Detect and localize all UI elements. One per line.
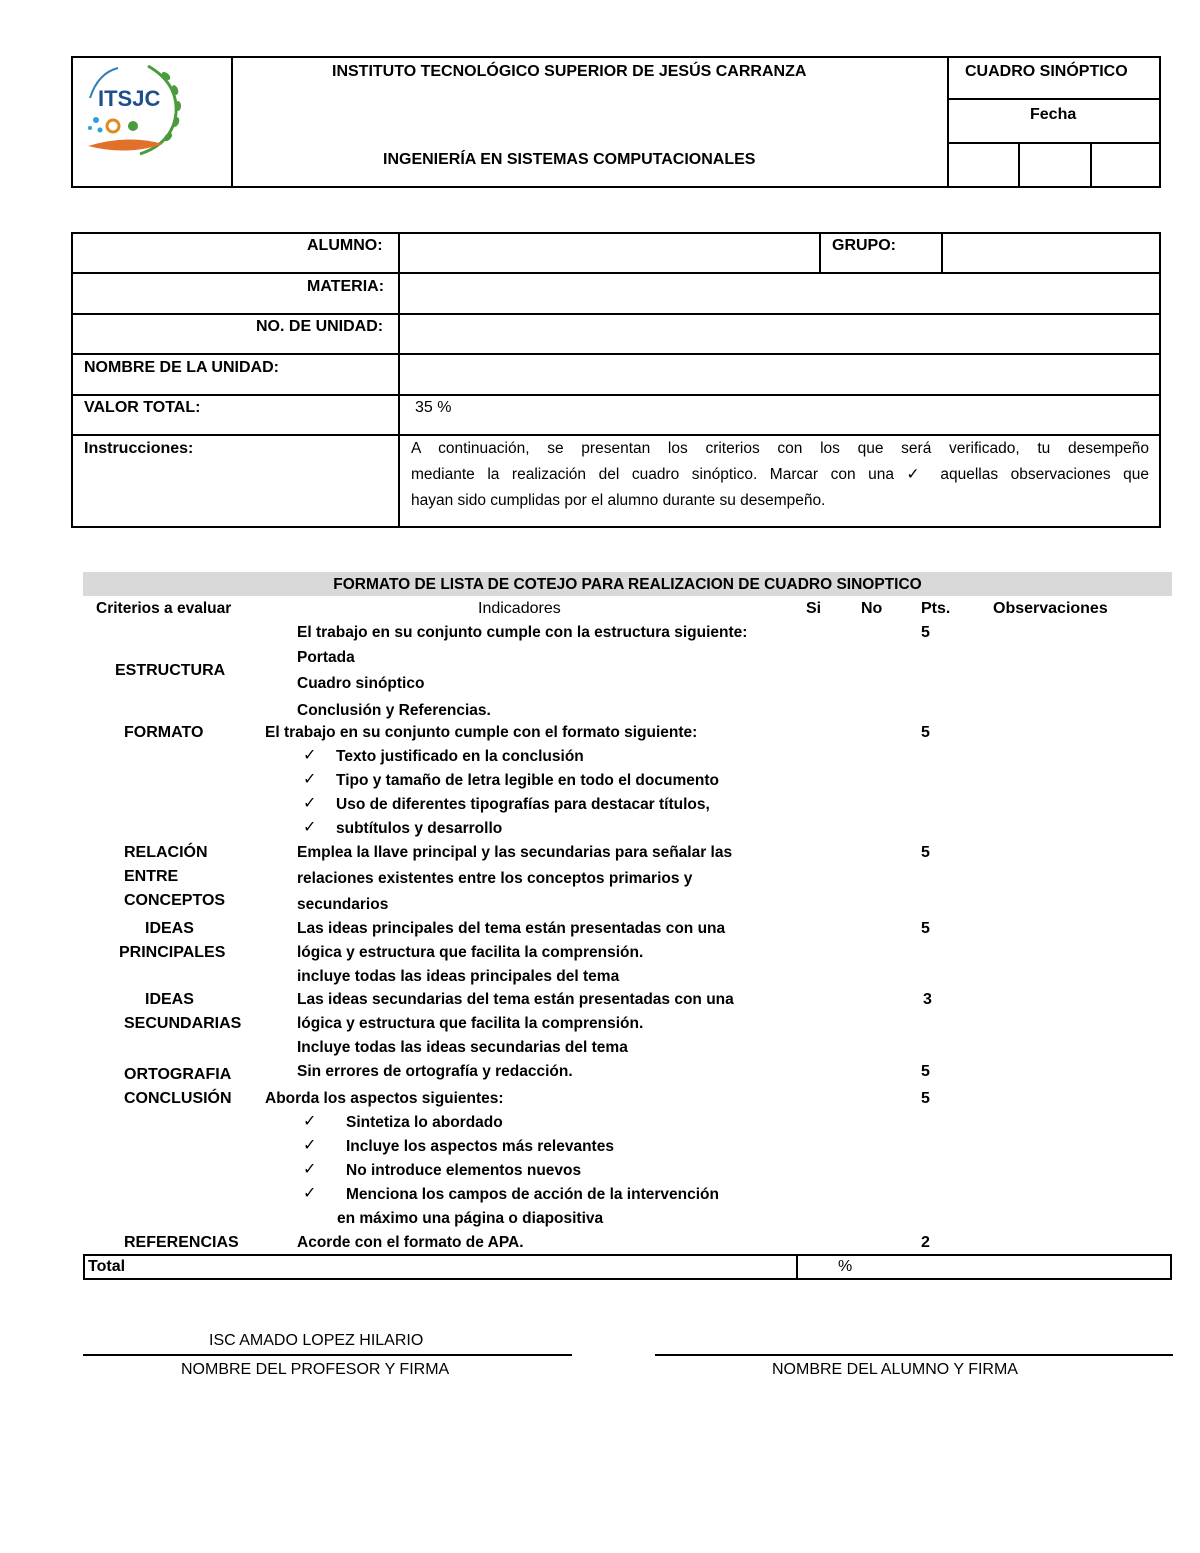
date-label: Fecha (1030, 106, 1077, 123)
instructions-line: A continuación, se presentan los criterios con los que será verificado, tu desempeño (411, 440, 1149, 457)
criterio-formato: FORMATO (124, 724, 204, 741)
row-divider (71, 434, 1161, 436)
points-value: 5 (921, 844, 930, 861)
document-type: CUADRO SINÓPTICO (965, 63, 1128, 80)
indicator-line: Uso de diferentes tipografías para destacar títulos, (336, 796, 710, 813)
points-value: 2 (921, 1234, 930, 1251)
nombre-unidad-label: NOMBRE DE LA UNIDAD: (84, 359, 279, 376)
indicator-line: en máximo una página o diapositiva (337, 1210, 604, 1227)
column-divider (819, 232, 821, 273)
grupo-label: GRUPO: (832, 237, 896, 254)
no-unidad-field[interactable] (401, 315, 1159, 352)
indicator-line: Cuadro sinóptico (297, 675, 425, 692)
alumno-field[interactable] (401, 234, 817, 271)
criterio-estructura: ESTRUCTURA (115, 662, 226, 679)
indicator-line: Emplea la llave principal y las secundarias para señalar las (297, 844, 733, 861)
indicator-line: Conclusión y Referencias. (297, 702, 491, 719)
check-icon: ✓ (303, 747, 317, 764)
row-divider (71, 272, 1161, 274)
indicator-line: Las ideas principales del tema están presentadas con una (297, 920, 726, 937)
header-divider (947, 98, 1161, 100)
indicator-line: secundarios (297, 896, 389, 913)
valor-total-value: 35 % (415, 399, 452, 416)
itsjc-logo (78, 58, 188, 158)
criterio-ideas-principales: PRINCIPALES (119, 944, 226, 961)
valor-total-label: VALOR TOTAL: (84, 399, 201, 416)
indicator-line: Las ideas secundarias del tema están presentadas con una (297, 991, 734, 1008)
header-pts: Pts. (921, 600, 951, 617)
total-row (83, 1254, 1172, 1280)
indicator-line: Tipo y tamaño de letra legible en todo el documento (336, 772, 719, 789)
indicator-line: Acorde con el formato de APA. (297, 1234, 524, 1251)
profesor-name: ISC AMADO LOPEZ HILARIO (209, 1332, 424, 1349)
points-value: 5 (921, 1063, 930, 1080)
header-no: No (861, 600, 883, 617)
indicator-line: El trabajo en su conjunto cumple con el formato siguiente: (265, 724, 698, 741)
header-divider (947, 56, 949, 188)
indicator-line: Portada (297, 649, 355, 666)
check-icon: ✓ (303, 1137, 317, 1154)
profesor-signature-label: NOMBRE DEL PROFESOR Y FIRMA (181, 1361, 450, 1378)
indicator-line: Sintetiza lo abordado (346, 1114, 503, 1131)
header-si: Si (806, 600, 822, 617)
check-icon: ✓ (303, 1161, 317, 1178)
instructions-line: hayan sido cumplidas por el alumno durante su desempeño. (411, 492, 826, 509)
indicator-line: lógica y estructura que facilita la comprensión. (297, 1015, 644, 1032)
total-percent: % (838, 1258, 853, 1275)
header-divider (231, 56, 233, 188)
logo-text: ITSJC (98, 86, 161, 111)
criterio-relacion: ENTRE (124, 868, 179, 885)
points-value: 5 (921, 724, 930, 741)
criterio-ideas-secundarias: SECUNDARIAS (124, 1015, 242, 1032)
check-icon: ✓ (303, 1113, 317, 1130)
grupo-field[interactable] (944, 234, 1159, 271)
criterio-relacion: RELACIÓN (124, 844, 208, 861)
no-unidad-label: NO. DE UNIDAD: (256, 318, 384, 335)
header-observaciones: Observaciones (993, 600, 1108, 617)
alumno-signature-label: NOMBRE DEL ALUMNO Y FIRMA (772, 1361, 1018, 1378)
criterio-ideas-principales: IDEAS (145, 920, 194, 937)
criterio-relacion: CONCEPTOS (124, 892, 226, 909)
criterio-ideas-secundarias: IDEAS (145, 991, 194, 1008)
column-divider (398, 232, 400, 528)
indicator-line: Aborda los aspectos siguientes: (265, 1090, 504, 1107)
points-value: 5 (921, 624, 930, 641)
materia-field[interactable] (401, 275, 1159, 312)
indicator-line: El trabajo en su conjunto cumple con la estructura siguiente: (297, 624, 748, 641)
criterio-ortografia: ORTOGRAFIA (124, 1066, 232, 1083)
indicator-line: Incluye los aspectos más relevantes (346, 1138, 614, 1155)
indicator-line: Texto justificado en la conclusión (336, 748, 584, 765)
row-divider (71, 394, 1161, 396)
indicator-line: incluye todas las ideas principales del tema (297, 968, 620, 985)
date-cell-divider (1090, 142, 1092, 188)
check-icon: ✓ (303, 795, 317, 812)
career-name: INGENIERÍA EN SISTEMAS COMPUTACIONALES (383, 151, 756, 168)
criterio-conclusion: CONCLUSIÓN (124, 1090, 232, 1107)
checklist-title: FORMATO DE LISTA DE COTEJO PARA REALIZACION DE CUADRO SINOPTICO (333, 576, 922, 593)
nombre-unidad-field[interactable] (401, 356, 1159, 393)
profesor-signature-line (83, 1354, 572, 1356)
institute-name: INSTITUTO TECNOLÓGICO SUPERIOR DE JESÚS CARRANZA (332, 63, 807, 80)
column-divider (941, 232, 943, 273)
alumno-label: ALUMNO: (307, 237, 383, 254)
check-icon: ✓ (303, 1185, 317, 1202)
header-indicadores: Indicadores (478, 600, 561, 617)
instrucciones-label: Instrucciones: (84, 440, 194, 457)
alumno-signature-line (655, 1354, 1173, 1356)
indicator-line: Incluye todas las ideas secundarias del tema (297, 1039, 628, 1056)
total-label: Total (88, 1258, 126, 1275)
date-cell-divider (1018, 142, 1020, 188)
header-divider (947, 142, 1161, 144)
points-value: 5 (921, 920, 930, 937)
indicator-line: Menciona los campos de acción de la intervención (346, 1186, 719, 1203)
indicator-line: No introduce elementos nuevos (346, 1162, 582, 1179)
indicator-line: Sin errores de ortografía y redacción. (297, 1063, 573, 1080)
indicator-line: relaciones existentes entre los conceptos primarios y (297, 870, 693, 887)
criterio-referencias: REFERENCIAS (124, 1234, 239, 1251)
points-value: 3 (923, 991, 932, 1008)
points-value: 5 (921, 1090, 930, 1107)
check-icon: ✓ (303, 771, 317, 788)
materia-label: MATERIA: (307, 278, 385, 295)
indicator-line: lógica y estructura que facilita la comprensión. (297, 944, 644, 961)
total-divider (796, 1254, 798, 1280)
check-icon: ✓ (303, 819, 317, 836)
header-criterios: Criterios a evaluar (96, 600, 232, 617)
row-divider (71, 353, 1161, 355)
indicator-line: subtítulos y desarrollo (336, 820, 503, 837)
instructions-line: mediante la realización del cuadro sinóptico. Marcar con una ✓ aquellas observaciones que (411, 466, 1149, 483)
